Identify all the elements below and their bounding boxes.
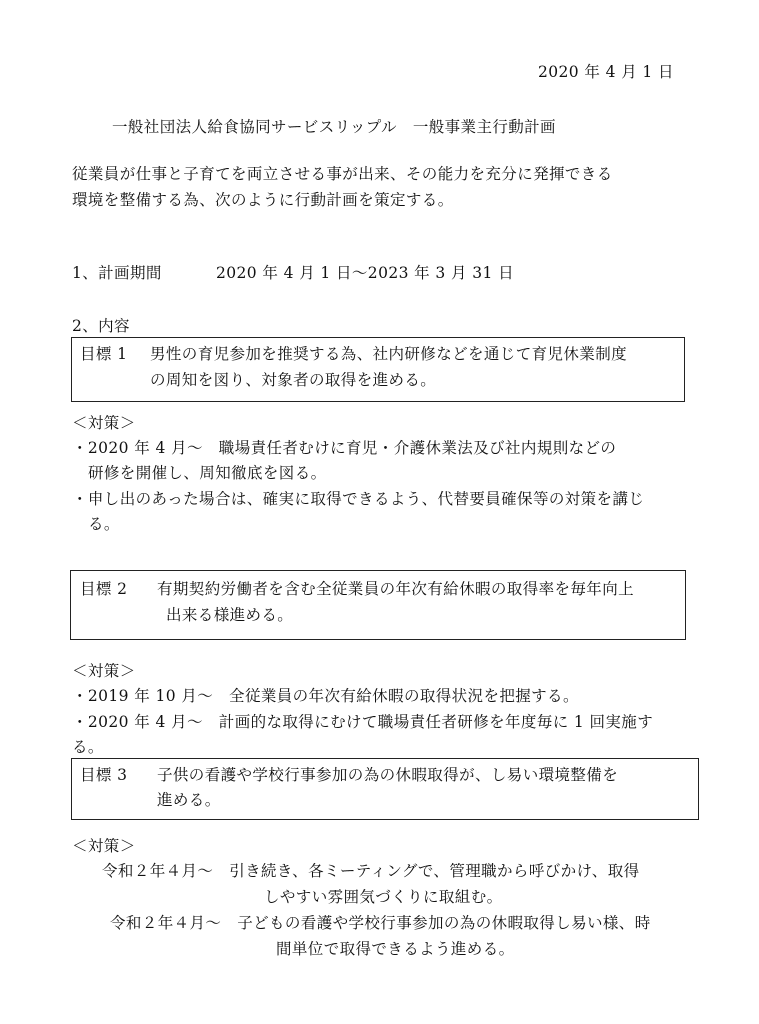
measure-line: 間単位で取得できるよう進める。 (276, 940, 515, 958)
measure-line: 研修を開催し、周知徹底を図る。 (88, 464, 327, 482)
intro-line: 環境を整備する為、次のように行動計画を策定する。 (72, 191, 454, 209)
period-label: 1、計画期間 (72, 264, 162, 282)
document-title: 一般社団法人給食協同サービスリップル 一般事業主行動計画 (112, 118, 556, 136)
goal-3-line: 子供の看護や学校行事参加の為の休暇取得が、し易い環境整備を (157, 766, 619, 784)
measures-heading: ＜対策＞ (72, 662, 136, 680)
goal-3-label: 目標 3 (80, 766, 128, 784)
measure-line: ・2020 年 4 月～ 計画的な取得にむけて職場責任者研修を年度毎に 1 回実施す (72, 713, 654, 731)
goal-1-label: 目標 1 (80, 345, 128, 363)
measures-heading: ＜対策＞ (72, 837, 136, 855)
measure-line: 令和２年４月～ 引き続き、各ミーティングで、管理職から呼びかけ、取得 (102, 862, 640, 880)
measure-line: 令和２年４月～ 子どもの看護や学校行事参加の為の休暇取得し易い様、時 (110, 914, 651, 932)
measure-line: る。 (72, 738, 104, 756)
content-label: 2、内容 (72, 317, 130, 335)
goal-2-line: 有期契約労働者を含む全従業員の年次有給休暇の取得率を毎年向上 (157, 580, 635, 598)
goal-1-line: の周知を図り、対象者の取得を進める。 (150, 371, 437, 389)
measure-line: しやすい雰囲気づくりに取組む。 (264, 888, 503, 906)
measure-line: る。 (88, 515, 120, 533)
measures-heading: ＜対策＞ (72, 414, 136, 432)
intro-line: 従業員が仕事と子育てを両立させる事が出来、その能力を充分に発揮できる (72, 165, 613, 183)
period-value: 2020 年 4 月 1 日～2023 年 3 月 31 日 (216, 264, 514, 282)
measure-line: ・2019 年 10 月～ 全従業員の年次有給休暇の取得状況を把握する。 (72, 687, 579, 705)
measure-line: ・2020 年 4 月～ 職場責任者むけに育児・介護休業法及び社内規則などの (72, 439, 617, 457)
goal-3-line: 進める。 (157, 791, 221, 809)
measure-line: ・申し出のあった場合は、確実に取得できるよう、代替要員確保等の対策を講じ (72, 490, 645, 508)
goal-2-label: 目標 2 (80, 580, 128, 598)
goal-1-line: 男性の育児参加を推奨する為、社内研修などを通じて育児休業制度 (150, 345, 628, 363)
goal-2-line: 出来る様進める。 (166, 606, 294, 624)
document-date: 2020 年 4 月 1 日 (538, 63, 674, 81)
